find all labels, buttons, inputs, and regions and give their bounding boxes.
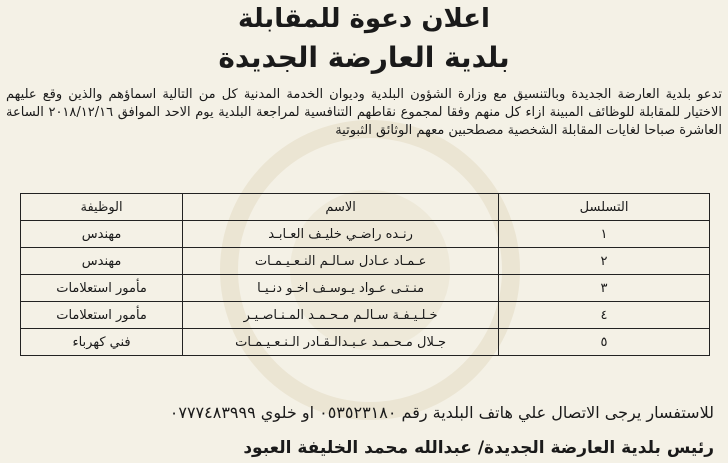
table-row [21, 275, 710, 302]
invitation-paragraph: تدعو بلدية العارضة الجديدة وبالتنسيق مع وزارة الشؤون البلدية وديوان الخدمة المدنية كل من التالية اسماؤهم والذين وقع عليهم الاختيار للمقابلة للوظائف المبينة ازاء كل منهم وفقا لمجموع نقاطهم التنافسية لمراجعة البلدية يوم الاحد الموافق ٢٠١٨/١٢/١٦ الساعة العاشرة صباحا لغايات المقابلة الشخصية مصطحبين معهم الوثائق الثبوتية [6, 87, 722, 138]
table-header-row [21, 194, 710, 221]
table-row [21, 302, 710, 329]
row-name: خـلـيـفـة سـالـم مـحـمـد المـنـاصـيـر [183, 302, 499, 329]
row-job: مأمور استعلامات [21, 302, 183, 329]
row-sequence: ١ [499, 221, 710, 248]
contact-line: للاستفسار يرجى الاتصال علي هاتف البلدية رقم ٠٥٣٥٢٣١٨٠ او خلوي ٠٧٧٧٤٨٣٩٩٩ [169, 403, 714, 422]
header-name: الاسم [183, 194, 499, 221]
table-row [21, 248, 710, 275]
header-sequence: التسلسل [499, 194, 710, 221]
announcement-title: اعلان دعوة للمقابلة [238, 4, 490, 34]
row-sequence: ٣ [499, 275, 710, 302]
header-job: الوظيفة [21, 194, 183, 221]
row-job: مهندس [21, 221, 183, 248]
row-name: رنـده راضـي خليـف العـابـد [183, 221, 499, 248]
municipality-title: بلدية العارضة الجديدة [218, 41, 510, 74]
table-row [21, 221, 710, 248]
row-job: مهندس [21, 248, 183, 275]
row-sequence: ٤ [499, 302, 710, 329]
row-name: جـلال مـحـمـد عـبـدالـقـادر الـنـعـيـمـات [183, 329, 499, 356]
row-name: منـتـى عـواد يـوسـف اخـو دنـيـا [183, 275, 499, 302]
row-job: مأمور استعلامات [21, 275, 183, 302]
table-row [21, 329, 710, 356]
row-job: فني كهرباء [21, 329, 183, 356]
row-sequence: ٥ [499, 329, 710, 356]
row-sequence: ٢ [499, 248, 710, 275]
candidates-table [20, 193, 710, 356]
signature-line: رئيس بلدية العارضة الجديدة/ عبدالله محمد الخليفة العبود [243, 438, 714, 458]
row-name: عـمـاد عـادل سـالـم النـعـيـمـات [183, 248, 499, 275]
